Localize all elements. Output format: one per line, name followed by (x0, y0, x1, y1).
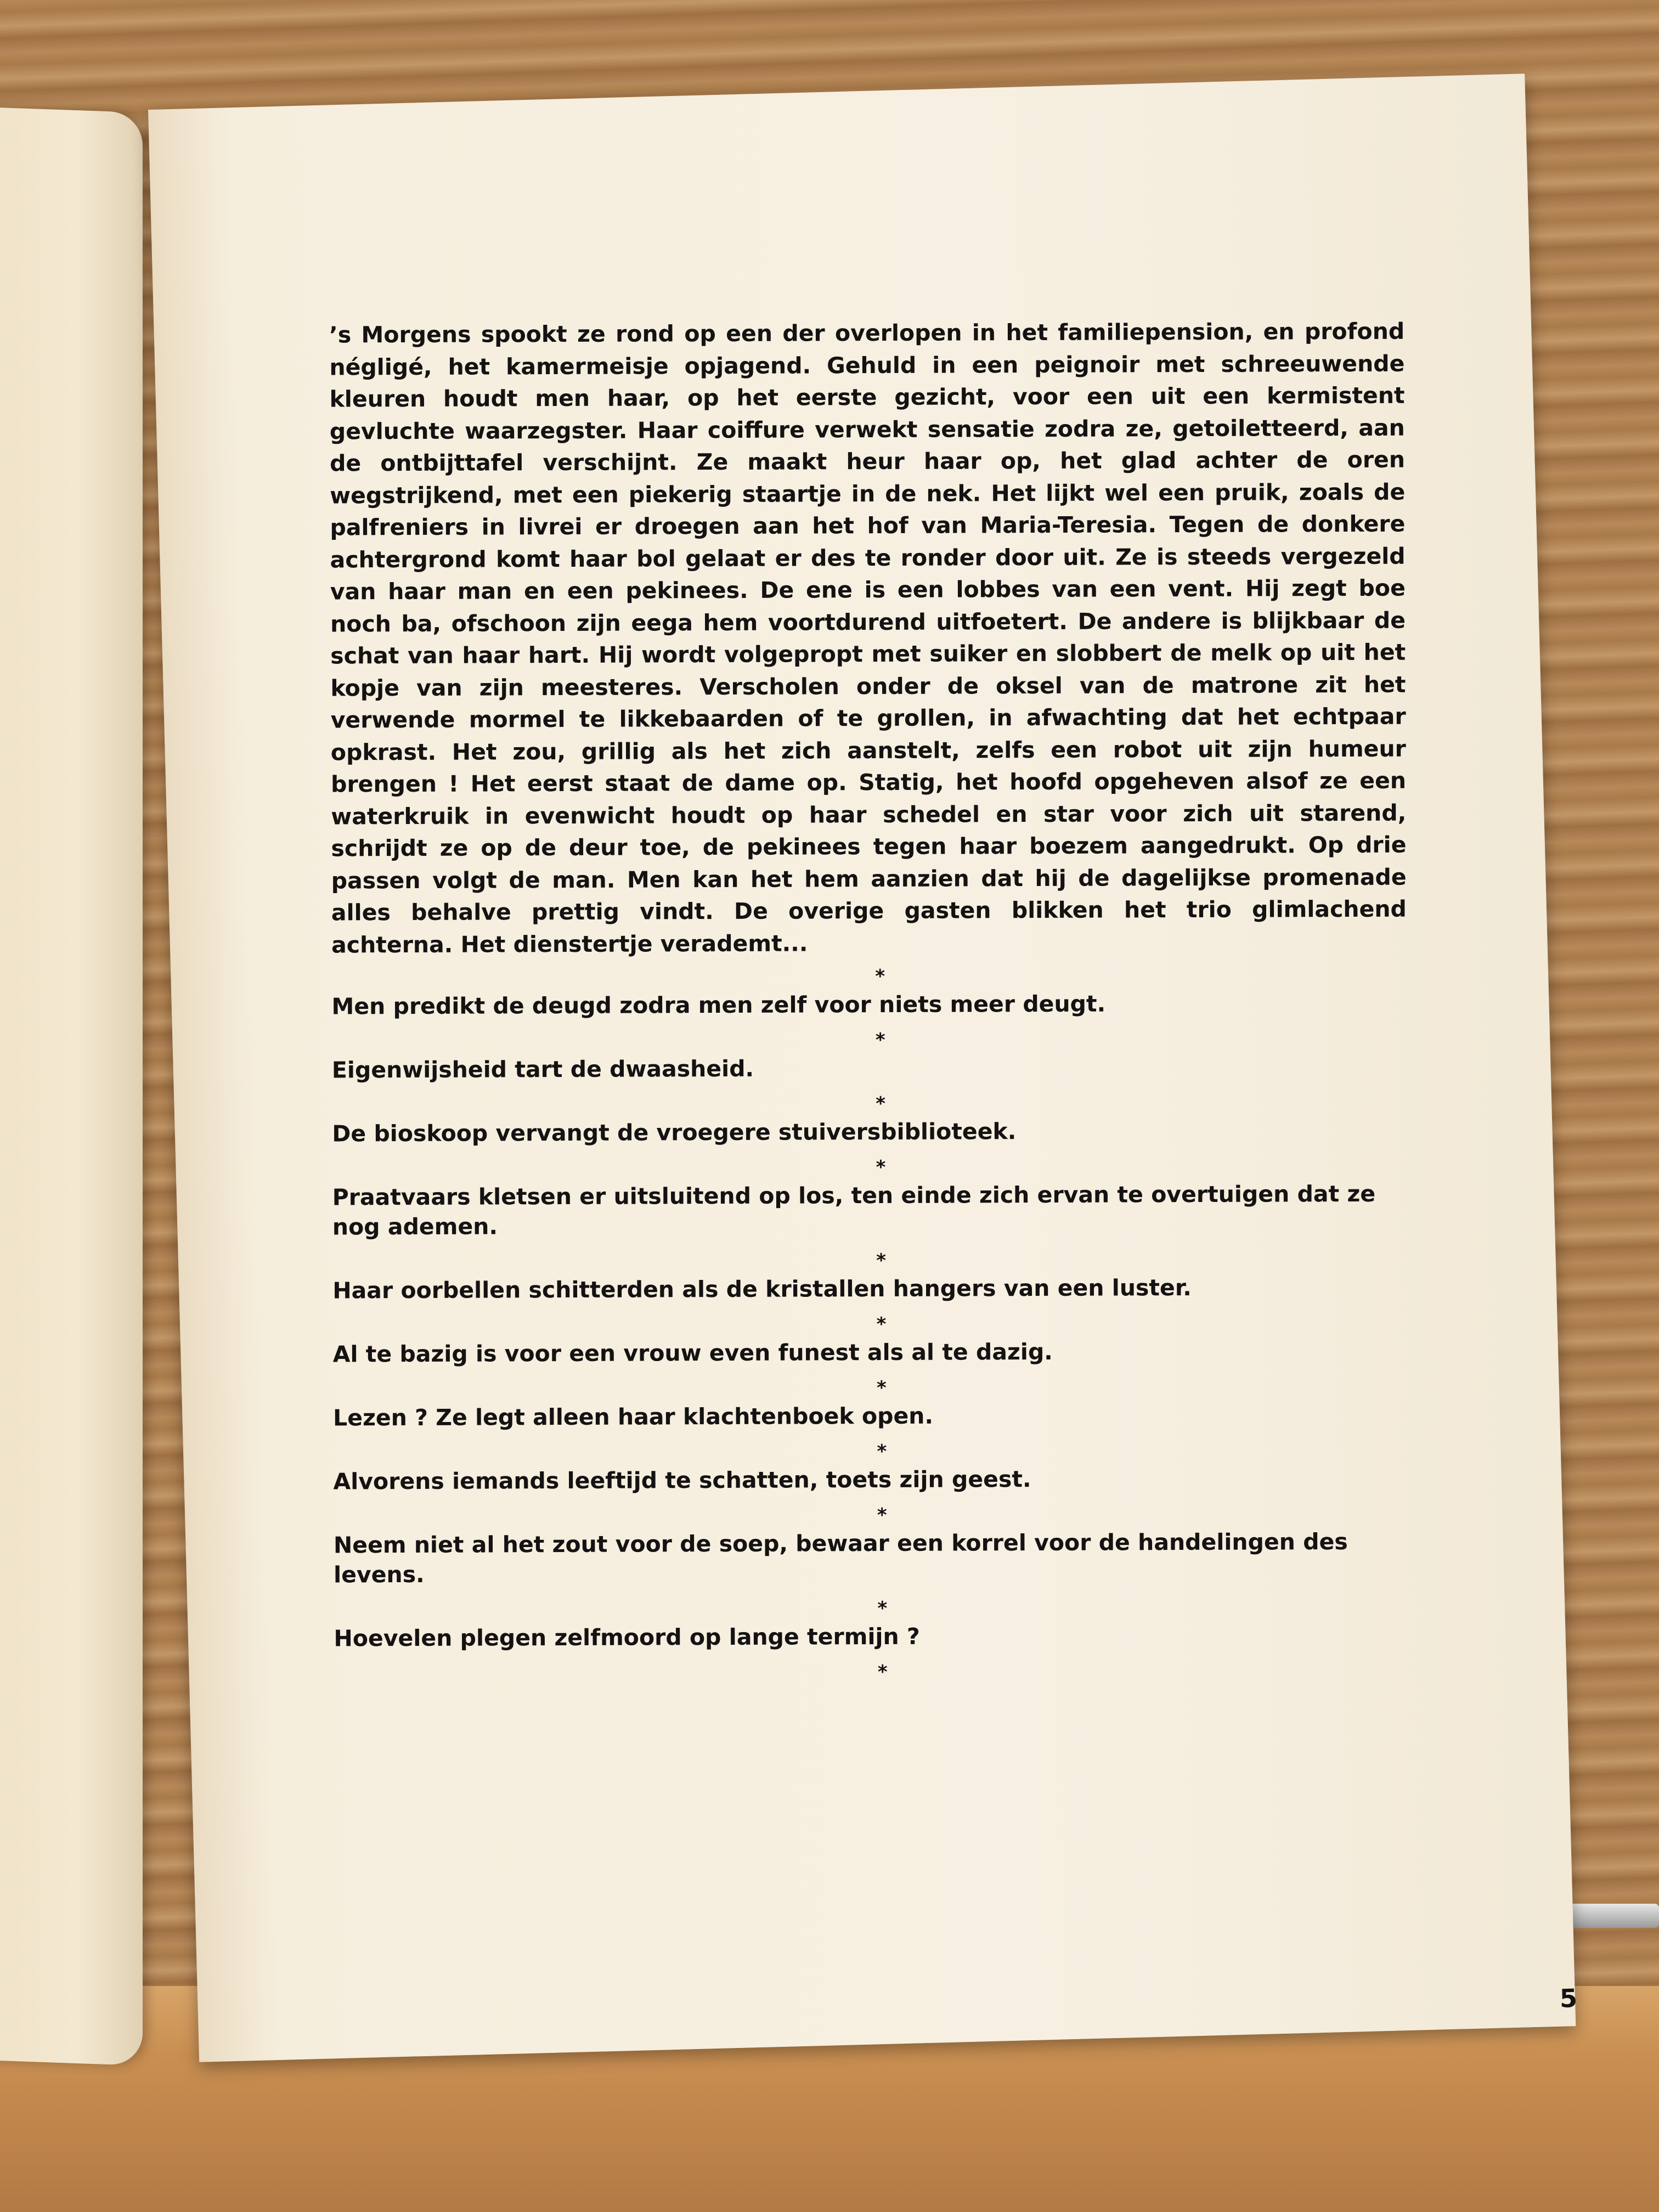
aphorism: Haar oorbellen schitterden als de kristallen hangers van een luster. (332, 1274, 1192, 1304)
separator-star: * (877, 1661, 888, 1684)
page-number: 5 (1559, 1983, 1578, 2013)
separator-star: * (876, 1249, 887, 1272)
separator-star: * (877, 1504, 887, 1527)
aphorism: Men predikt de deugd zodra men zelf voor niets meer deugt. (331, 990, 1106, 1020)
separator-star: * (877, 1597, 888, 1620)
separator-star: * (876, 1313, 887, 1336)
separator-star: * (875, 965, 885, 988)
aphorism: Hoevelen plegen zelfmoord op lange termijn ? (334, 1623, 920, 1652)
aphorism: Alvorens iemands leeftijd te schatten, toets zijn geest. (333, 1466, 1031, 1495)
aphorism: Eigenwijsheid tart de dwaasheid. (331, 1055, 754, 1084)
book-page (148, 74, 1576, 2062)
separator-star: * (876, 1156, 886, 1179)
aphorism: De bioskoop vervangt de vroegere stuiversbiblioteek. (332, 1118, 1017, 1147)
main-paragraph: ’s Morgens spookt ze rond op een der overlopen in het familiepension, en profond négligé, het kamermeisje opjagend. Gehuld in een peignoir met schreeuwende kleuren houdt men haar, op het eerste gezicht, voor een uit een kermistent gevluchte waarzegster. Haar coiffure verwekt sensatie zodra ze, getoiletteerd, aan de ontbijttafel verschijnt. Ze maakt heur haar op, het glad achter de oren wegstrijkend, met een piekerig staartje in de nek. Het lijkt wel een pruik, zoals de palfreniers in livrei er droegen aan het hof van Maria-Teresia. Tegen de donkere achtergrond komt haar bol gelaat er des te ronder door uit. Ze is steeds vergezeld van haar man en een pekinees. De ene is een lobbes van een vent. Hij zegt boe noch ba, ofschoon zijn eega hem voortdurend uitfoetert. De andere is blijkbaar de schat van haar hart. Hij wordt volgepropt met suiker en slobbert de melk op uit het kopje van zijn meesteres. Verscholen onder de oksel van de matrone zit het verwende mormel te likkebaarden of te grollen, in afwachting dat het echtpaar opkrast. Het zou, grillig als het zich aanstelt, zelfs een robot uit zijn humeur brengen ! Het eerst staat de dame op. Statig, het hoofd opgeheven alsof ze een waterkruik in evenwicht houdt op haar schedel en star voor zich uit starend, schrijdt ze op de deur toe, de pekinees tegen haar boezem aangedrukt. Op drie passen volgt de man. Men kan het hem aanzien dat hij de dagelijkse promenade alles behalve prettig vindt. De overige gasten blikken het trio glimlachend achterna. Het dienstertje verademt... (329, 318, 1407, 958)
separator-star: * (875, 1029, 885, 1052)
left-page-edge (0, 107, 143, 2066)
separator-star: * (877, 1440, 887, 1463)
aphorism: Praatvaars kletsen er uitsluitend op los, ten einde zich ervan te overtuigen dat ze nog ademen. (332, 1180, 1376, 1240)
separator-star: * (876, 1376, 887, 1400)
aphorism: Neem niet al het zout voor de soep, bewaar een korrel voor de handelingen des levens. (333, 1528, 1348, 1588)
aphorism: Lezen ? Ze legt alleen haar klachtenboek open. (333, 1402, 934, 1431)
aphorism: Al te bazig is voor een vrouw even funest als al te dazig. (332, 1338, 1053, 1368)
separator-star: * (876, 1092, 886, 1115)
page-text-block (329, 315, 1409, 1688)
